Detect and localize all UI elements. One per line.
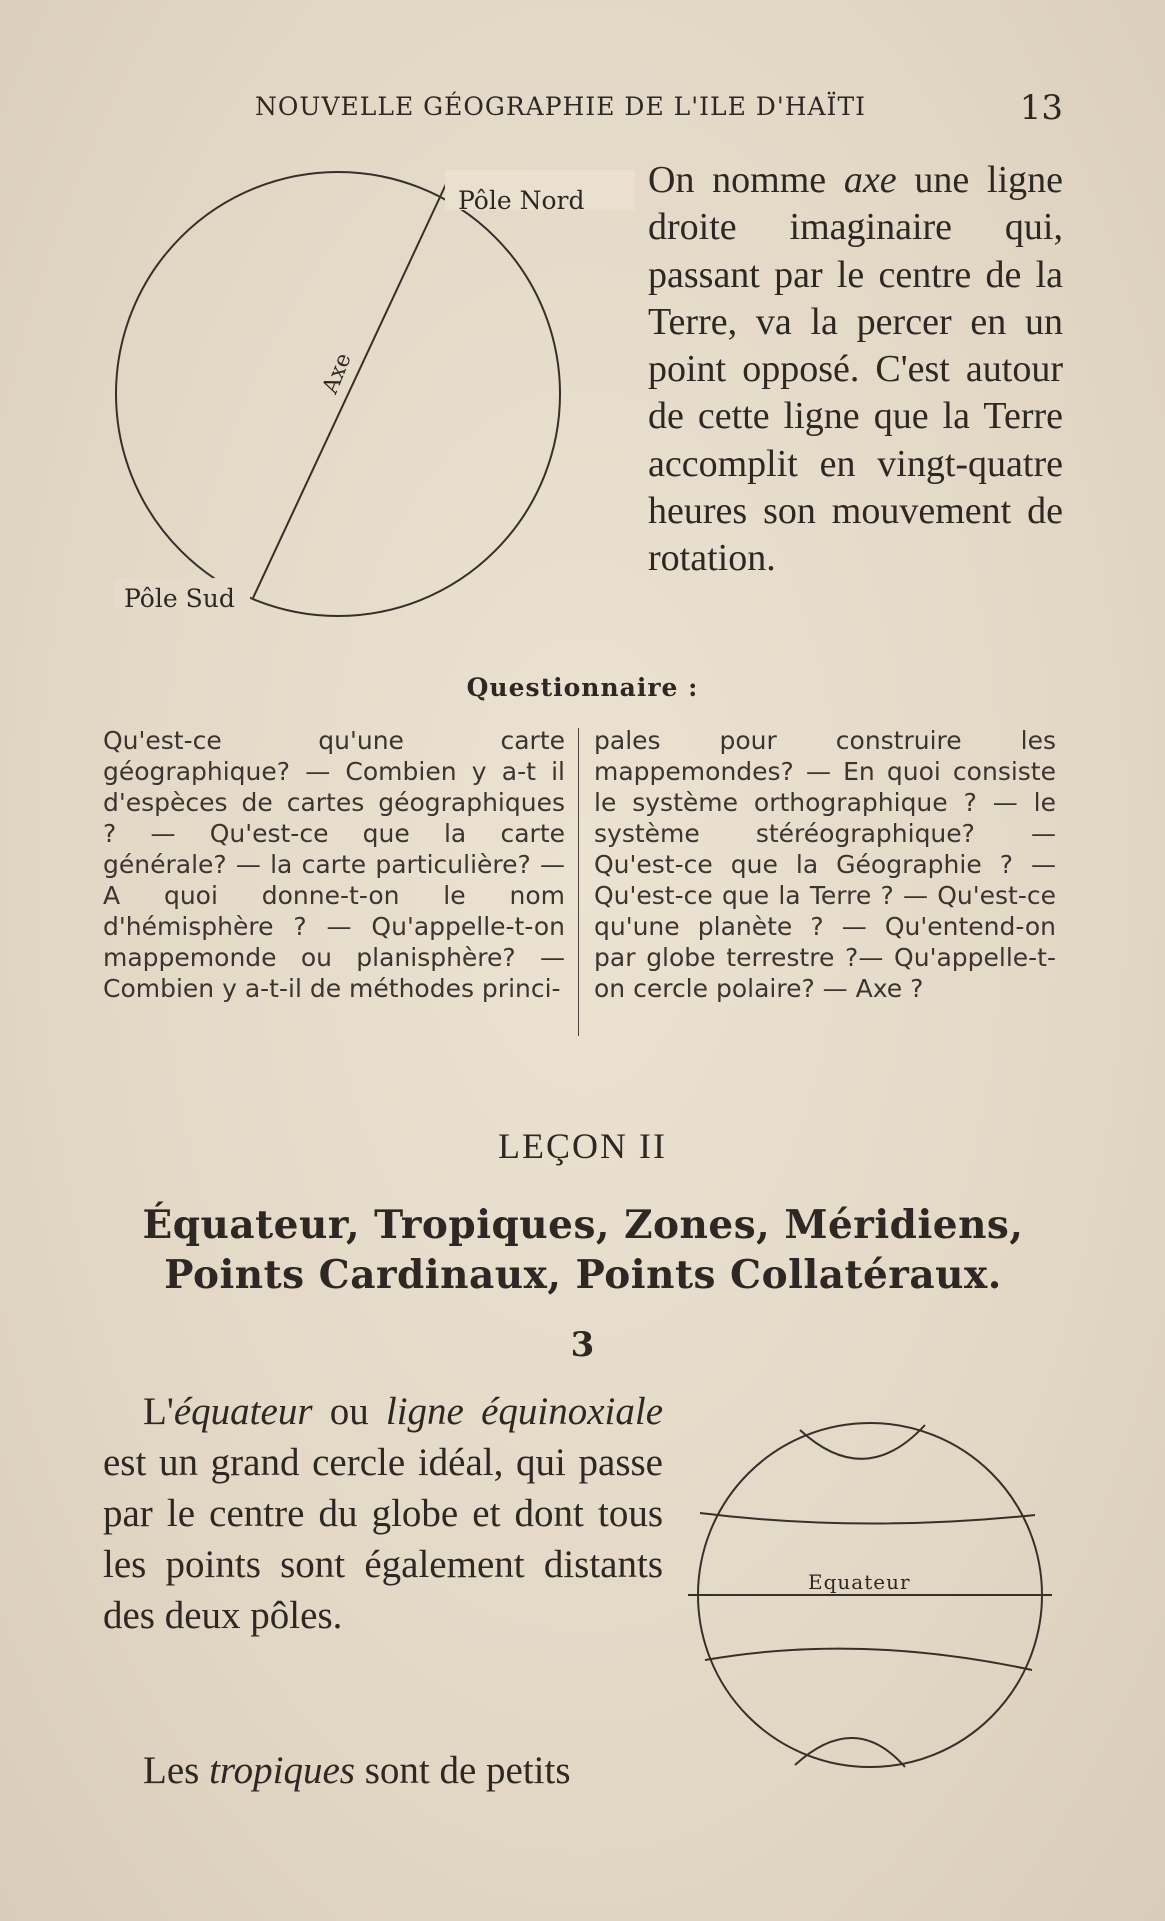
- lesson-title-line2: Points Cardinaux, Points Collatéraux.: [164, 1252, 1002, 1298]
- page-number: 13: [1019, 88, 1063, 128]
- questionnaire-title: Questionnaire :: [466, 673, 699, 702]
- lesson-title: [103, 1200, 1063, 1300]
- axis-globe-figure: [115, 170, 635, 640]
- tropic-of-capricorn-line: [705, 1649, 1032, 1670]
- lesson-label: LEÇON II: [498, 1126, 667, 1166]
- equator-text-start: L': [143, 1390, 174, 1433]
- lesson-title-line1: Équateur, Tropiques, Zones, Méridiens,: [142, 1202, 1024, 1248]
- tropics-term: tropiques: [209, 1749, 355, 1792]
- axis-line: [253, 182, 447, 598]
- equator-paragraph: [103, 1386, 663, 1641]
- south-pole-label: Pôle Sud: [124, 584, 235, 613]
- equinoctial-term: ligne équinoxiale: [385, 1390, 664, 1433]
- axis-label: Axe: [318, 349, 357, 398]
- questionnaire-left-column: Qu'est-ce qu'une carte géographique? — Combien y a-t il d'espèces de cartes géographiques ? — Qu'est-ce que la carte générale? — la carte particulière? — A quoi donne-t-on le nom d'hémisphère ? — Qu'appelle-t-on mappemonde ou planisphère? — Combien y a-t-il de méthodes princi-: [103, 726, 565, 1003]
- axis-text-start: On nomme: [648, 159, 844, 201]
- running-title: NOUVELLE GÉOGRAPHIE DE L'ILE D'HAÏTI: [255, 92, 866, 121]
- column-divider: [578, 728, 579, 1036]
- tropics-paragraph: [103, 1745, 663, 1796]
- axis-paragraph: [648, 157, 1063, 583]
- axis-text-rest: une ligne droite imaginaire qui, passant par le centre de la Terre, va la percer en un point opposé. C'est autour de cette ligne que la Terre accomplit en vingt-quatre heures son mouvement de rotation.: [648, 159, 1063, 580]
- equator-text-or: ou: [312, 1390, 386, 1433]
- equator-label: Equateur: [808, 1570, 911, 1594]
- tropics-text-rest: sont de petits: [354, 1749, 571, 1792]
- tropics-text-start: Les: [143, 1749, 210, 1792]
- section-number: 3: [570, 1325, 595, 1365]
- axis-term: axe: [843, 159, 897, 201]
- equator-globe-figure: [680, 1395, 1060, 1795]
- tropic-of-cancer-line: [700, 1513, 1035, 1524]
- antarctic-circle-arc: [795, 1738, 905, 1767]
- questionnaire-right-column: pales pour construire les mappemondes? — En quoi consiste le système orthographique ? — le système stéréographique? — Qu'est-ce que la Géographie ? — Qu'est-ce que la Terre ? — Qu'est-ce qu'une planète ? — Qu'entend-on par globe terrestre ?— Qu'appelle-t-on cercle polaire? — Axe ?: [594, 726, 1056, 1003]
- north-pole-label: Pôle Nord: [458, 186, 585, 215]
- equator-text-rest: est un grand cercle idéal, qui passe par le centre du globe et dont tous les points sont également distants des deux pôles.: [103, 1441, 663, 1637]
- equator-term: équateur: [173, 1390, 313, 1433]
